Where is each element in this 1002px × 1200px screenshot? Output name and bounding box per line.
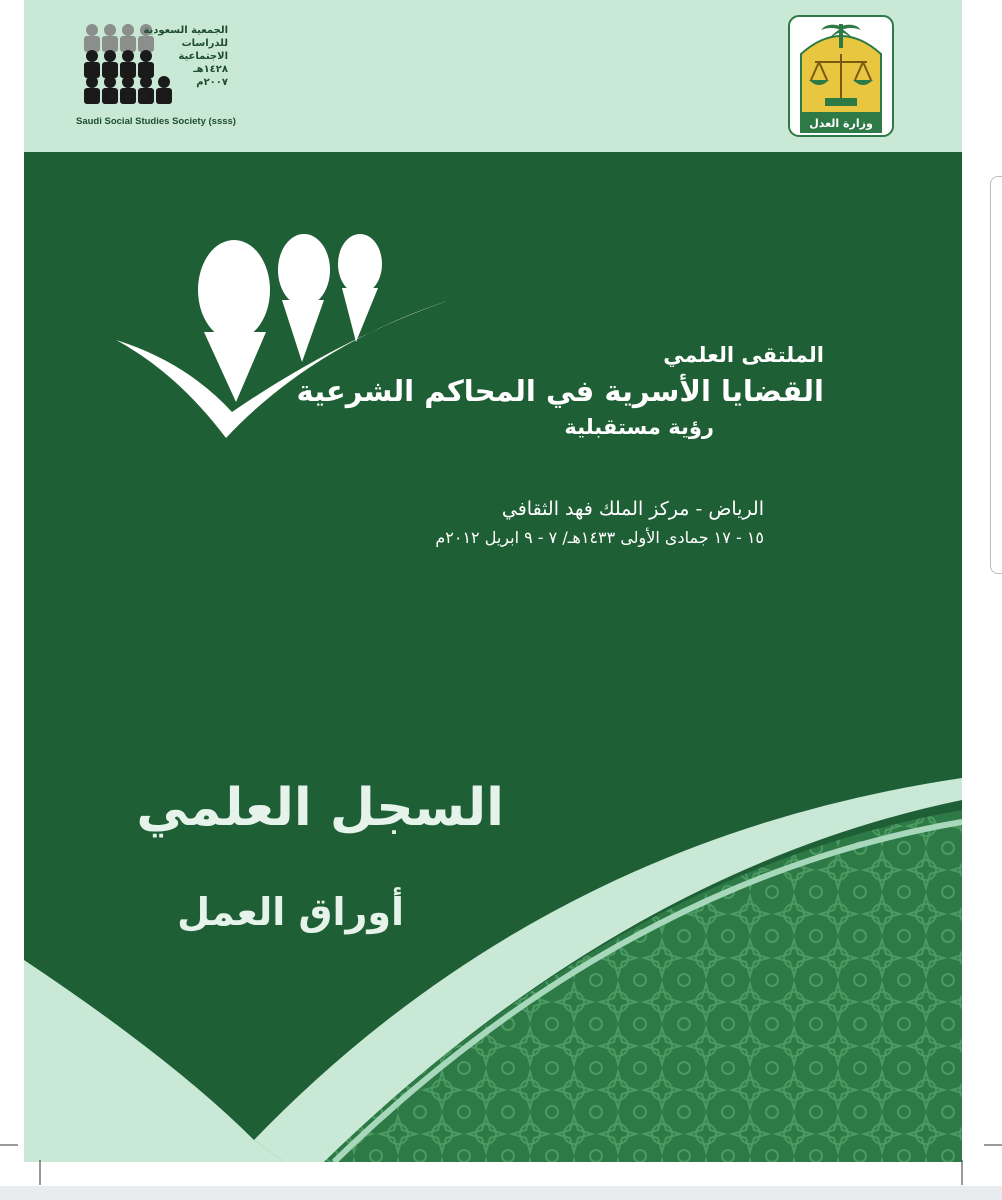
- venue-block: [284, 494, 764, 552]
- society-name-arabic: [90, 24, 228, 89]
- society-line-4: ١٤٢٨هـ: [193, 64, 228, 75]
- event-venue: الرياض - مركز الملك فهد الثقافي: [501, 498, 764, 520]
- bottom-bar: [0, 1186, 1002, 1200]
- publication-title: السجل العلمي: [136, 778, 504, 838]
- society-name-english: Saudi Social Studies Society (ssss): [76, 116, 236, 127]
- society-line-2: للدراسات: [181, 38, 228, 49]
- event-subtitle: رؤية مستقبلية: [564, 415, 714, 439]
- society-line-3: الاجتماعية: [178, 51, 228, 62]
- document-cover: [24, 0, 962, 1162]
- ministry-name: وزارة العدل: [809, 117, 873, 130]
- society-line-1: الجمعية السعودية: [143, 25, 228, 36]
- header-band: [24, 0, 962, 152]
- forum-label: الملتقى العلمي: [663, 343, 824, 367]
- scrollbar[interactable]: [990, 176, 1002, 574]
- society-line-5: ٢٠٠٧م: [196, 77, 228, 88]
- event-dates: ١٥ - ١٧ جمادى الأولى ١٤٣٣هـ/ ٧ - ٩ ابريل ٢٠١٢م: [435, 528, 764, 547]
- publication-subtitle: أوراق العمل: [177, 890, 404, 934]
- event-title: القضايا الأسرية في المحاكم الشرعية: [296, 374, 824, 408]
- event-title-block: [204, 340, 824, 442]
- scales-of-justice-emblem-icon: [787, 14, 895, 138]
